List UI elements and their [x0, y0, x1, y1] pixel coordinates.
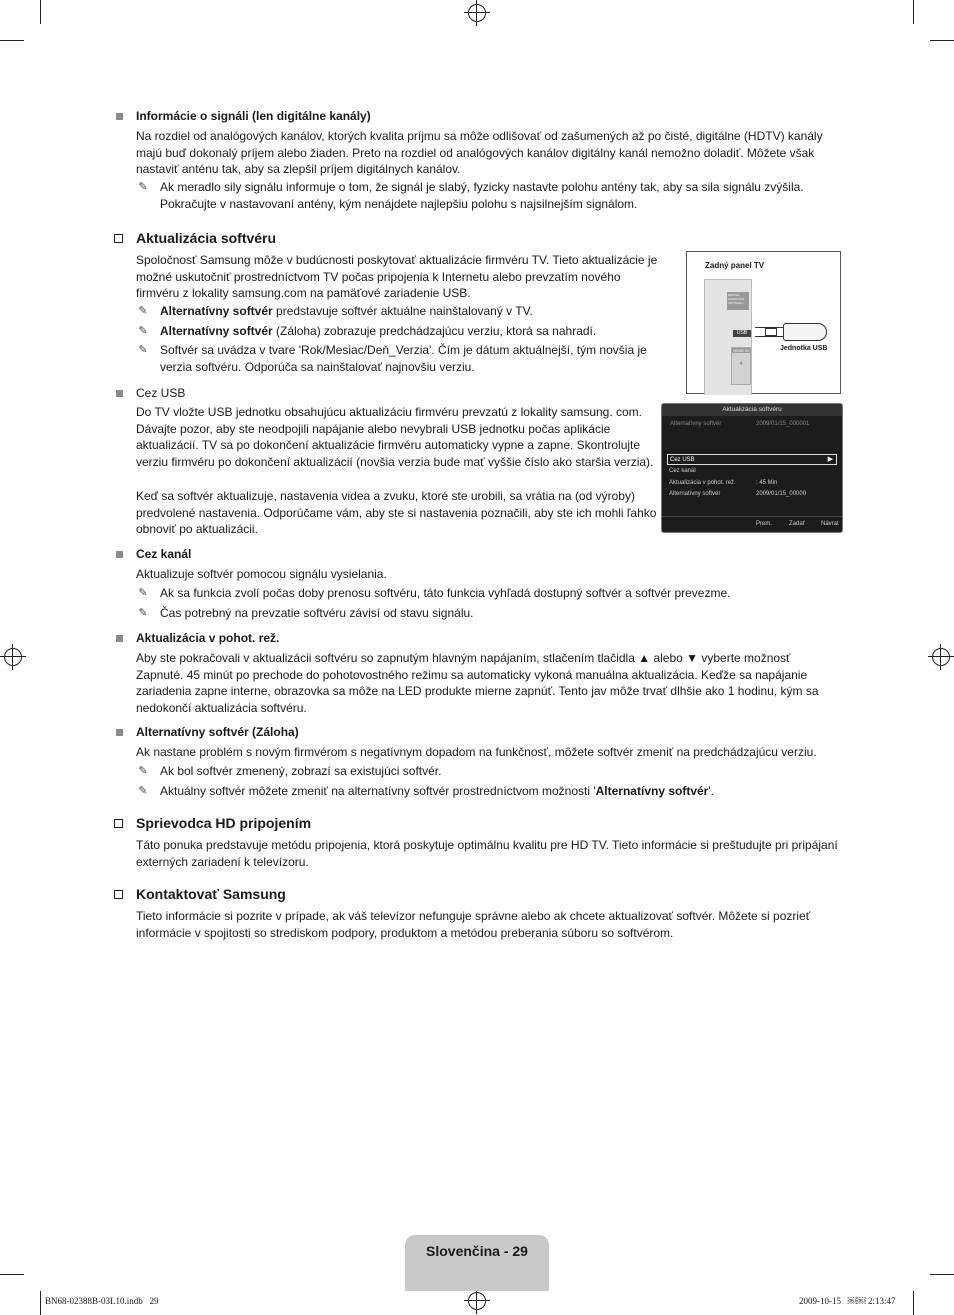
section-heading: Kontaktovať Samsung	[136, 886, 286, 902]
paragraph: Na rozdiel od analógových kanálov, ktorých kvalita príjmu sa môže odlišovať od zašumených až po čisté, digitálne (HDTV) kanály majú buď dokonalý príjem alebo žiaden. Preto na rozdiel od analógových kanálov digitálny kanál nemožno doladiť. Môžete však nastaviť anténu tak, aby sa zlepšil príjem digitálnych kanálov.	[136, 129, 823, 176]
optical-port: DIGITAL AUDIO OUT (OPTICAL)	[727, 292, 749, 310]
registration-mark-icon	[932, 648, 950, 666]
paragraph: Táto ponuka predstavuje metódu pripojenia, ktorá poskytuje optimálnu kvalitu pre HD TV. Tieto informácie si preštudujte pri pripájaní externých zariadení k televízoru.	[136, 838, 838, 869]
page-number: Slovenčina - 29	[426, 1243, 528, 1259]
arrow-right-icon: ▶	[827, 456, 833, 463]
menu-current-value: 2009/01/15_000001	[756, 421, 810, 427]
note-text: Aktuálny softvér môžete zmeniť na alternatívny softvér prostredníctvom možnosti 'Alternatívny softvér'.	[160, 784, 714, 798]
paragraph: Ak nastane problém s novým firmvérom s negatívnym dopadom na funkčnosť, môžete softvér zmeniť na predchádzajúcu verziu.	[136, 745, 817, 759]
note-icon: ✎	[138, 764, 148, 777]
registration-mark-icon	[468, 4, 486, 22]
menu-footer-move: Prem.	[756, 521, 773, 527]
paragraph: Aby ste pokračovali v aktualizácii softvéru so zapnutým hlavným napájaním, stlačením tlačidla ▲ alebo ▼ vyberte možnosť Zapnuté. 45 minút po prechode do pohotovostného režimu sa automaticky vykoná manuálna aktualizácia. Keďže sa napájanie zariadenia zapne interne, obrazovka sa môže na LED produkte mierne zapnúť. Tento jav môže trvať dlhšie ako 1 hodinu, kým sa nedokončí aktualizácia softvéru.	[136, 651, 819, 715]
note-text: Alternatívny softvér (Záloha) zobrazuje predchádzajúcu verziu, ktorá sa nahradí.	[160, 324, 597, 338]
print-file-info: BN68-02388B-03L10.indb 29	[45, 1296, 159, 1306]
crop-mark	[0, 1274, 24, 1275]
checkbox-heading-icon	[114, 234, 123, 243]
menu-current-label: Alternatívny softvér	[670, 421, 722, 427]
note-icon: ✎	[138, 606, 148, 619]
crop-mark	[913, 1291, 914, 1315]
registration-mark-icon	[468, 1292, 486, 1310]
section-heading: Sprievodca HD pripojením	[136, 815, 312, 831]
tv-panel	[704, 279, 752, 395]
note-text: Ak sa funkcia zvolí počas doby prenosu softvéru, táto funkcia vyhľadá dostupný softvér a softvér prevezme.	[160, 586, 731, 600]
crop-mark	[40, 1291, 41, 1315]
note-icon: ✎	[138, 304, 148, 317]
paragraph: Aktualizuje softvér pomocou signálu vysielania.	[136, 567, 387, 581]
menu-item-standby-value: : 45 Min	[756, 480, 778, 486]
figure-caption: Zadný panel TV	[705, 261, 765, 270]
note-icon: ✎	[138, 784, 148, 797]
note-text: Alternatívny softvér predstavuje softvér aktuálne nainštalovaný v TV.	[160, 304, 533, 318]
menu-title: Aktualizácia softvéru	[662, 404, 842, 416]
note-icon: ✎	[138, 324, 148, 337]
note-icon: ✎	[138, 180, 148, 193]
bullet-icon	[116, 635, 123, 642]
drive-label: Jednotka USB	[780, 345, 828, 352]
paragraph: Keď sa softvér aktualizuje, nastavenia videa a zvuku, ktoré ste urobili, sa vrátia na (od výroby) predvolené nastavenia. Odporúčame vám, aby ste si nastavenia poznačili, aby ste ich mohli ľahko obnoviť po aktualizácii.	[136, 489, 657, 536]
crop-mark	[930, 40, 954, 41]
print-date-info: 2009-10-15 ￼￼ 2:13:47	[799, 1296, 896, 1306]
crop-mark	[0, 40, 24, 41]
usb-port: USB	[733, 330, 751, 337]
subsection-title: Cez kanál	[136, 547, 192, 561]
crop-mark	[930, 1274, 954, 1275]
menu-item-channel[interactable]: Cez kanál	[669, 468, 696, 474]
paragraph: Spoločnosť Samsung môže v budúcnosti poskytovať aktualizácie firmvéru TV. Tieto aktualizácie je možné uskutočniť prostredníctvom TV počas pripojenia k Internetu alebo prevzatím nového firmvéru z lokality samsung.com na pamäťové zariadenie USB.	[136, 253, 658, 300]
subsection-title: Informácie o signáli (len digitálne kanály)	[136, 109, 371, 123]
note-icon: ✎	[138, 586, 148, 599]
registration-mark-icon	[4, 648, 22, 666]
checkbox-heading-icon	[114, 890, 123, 899]
usb-drive	[783, 323, 827, 341]
menu-footer-return: Návrat	[821, 521, 839, 527]
hdmi-port: HDMI IN 4	[731, 347, 751, 385]
bullet-icon	[116, 113, 123, 120]
paragraph: Do TV vložte USB jednotku obsahujúcu aktualizáciu firmvéru prevzatú z lokality samsung. com. Dávajte pozor, aby ste neodpojili napájanie alebo nevybrali USB jednotku počas aplikácie aktualizácií. TV sa po dokončení aktualizácie firmvéru automaticky vypne a zapne. Skontrolujte verziu firmvéru po dokončení aktualizácií (novšia verzia bude mať vyššie číslo ako staršia verzia).	[136, 405, 654, 469]
subsection-title: Alternatívny softvér (Záloha)	[136, 725, 299, 739]
section-heading: Aktualizácia softvéru	[136, 230, 277, 246]
menu-screenshot	[661, 403, 843, 533]
menu-divider	[662, 516, 842, 517]
crop-mark	[913, 0, 914, 24]
bullet-icon	[116, 390, 123, 397]
menu-item-alt-value: 2009/01/15_00000	[756, 491, 807, 497]
bullet-icon	[116, 551, 123, 558]
subsection-title: Cez USB	[136, 386, 186, 400]
menu-footer-enter: Zadať	[789, 521, 805, 527]
rear-panel-figure	[686, 251, 841, 394]
note-text: Softvér sa uvádza v tvare 'Rok/Mesiac/Deň_Verzia'. Čím je dátum aktuálnejší, tým novšia je verzia softvéru. Odporúča sa nainštalovať najnovšiu verziu.	[160, 343, 647, 374]
menu-item-alt-label[interactable]: Alternatívny softvér	[669, 491, 721, 497]
page-number-tab	[405, 1235, 549, 1291]
paragraph: Tieto informácie si pozrite v prípade, ak váš televízor nefunguje správne alebo ak chcete aktualizovať softvér. Môžete si pozrieť informácie v spojitosti so strediskom podpory, produktom a metódou preberania súboru so softvérom.	[136, 909, 811, 940]
note-icon: ✎	[138, 343, 148, 356]
menu-item-standby-label[interactable]: Aktualizácia v pohot. rež.	[669, 480, 736, 486]
note-text: Čas potrebný na prevzatie softvéru závisí od stavu signálu.	[160, 606, 474, 620]
usb-plug	[765, 328, 777, 336]
subsection-title: Aktualizácia v pohot. rež.	[136, 631, 280, 645]
note-text: Ak meradlo sily signálu informuje o tom, že signál je slabý, fyzicky nastavte polohu antény tak, aby sa sila signálu zvýšila. Pokračujte v nastavovaní antény, kým nenájdete najlepšiu polohu s najsilnejším signálom.	[160, 180, 804, 211]
crop-mark	[40, 0, 41, 24]
menu-item-usb[interactable]: Cez USB ▶	[667, 454, 837, 465]
checkbox-heading-icon	[114, 819, 123, 828]
bullet-icon	[116, 729, 123, 736]
note-text: Ak bol softvér zmenený, zobrazí sa existujúci softvér.	[160, 764, 442, 778]
